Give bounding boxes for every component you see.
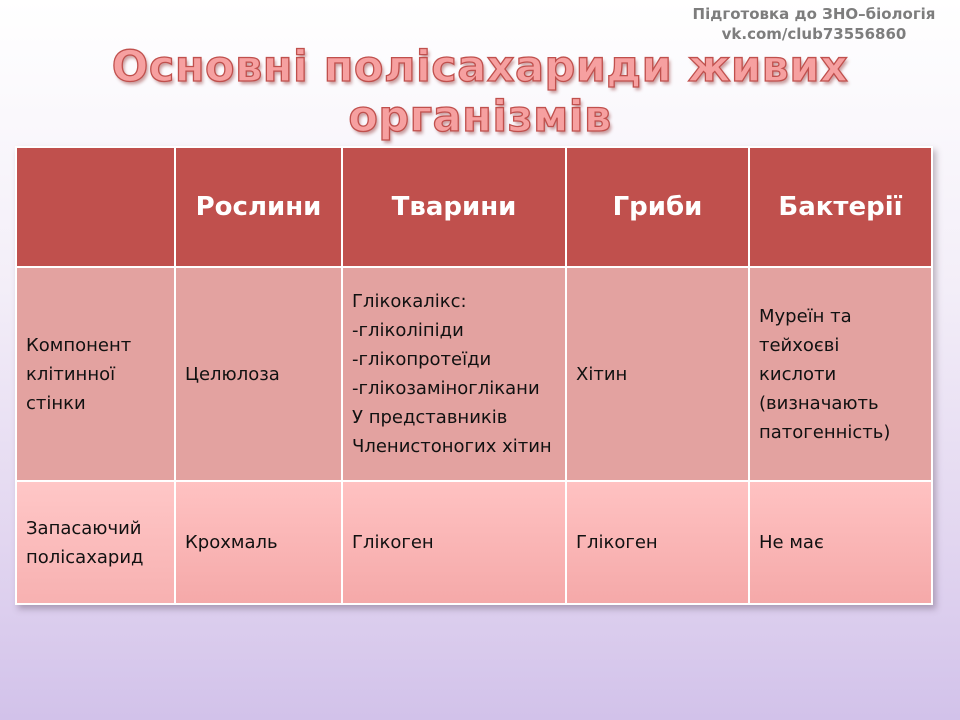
table-cell: Глікокалікс: -гліколіпіди -глікопротеїди -глікозаміноглікани У представників Членистоногих хітин (342, 267, 566, 481)
watermark (684, 4, 944, 44)
header-cell-plants: Рослини (175, 147, 342, 267)
polysaccharides-table (15, 146, 933, 605)
row-label-storage: Запасаючий полісахарид (16, 481, 175, 604)
header-cell-animals: Тварини (342, 147, 566, 267)
table-cell: Глікоген (566, 481, 749, 604)
table-row (16, 267, 932, 481)
table-cell: Не має (749, 481, 932, 604)
table-cell: Крохмаль (175, 481, 342, 604)
header-cell-bacteria: Бактерії (749, 147, 932, 267)
header-cell-empty (16, 147, 175, 267)
table-cell: Хітин (566, 267, 749, 481)
table-cell: Глікоген (342, 481, 566, 604)
table-row (16, 481, 932, 604)
table-cell: Целюлоза (175, 267, 342, 481)
watermark-line-2: vk.com/club73556860 (721, 25, 907, 43)
watermark-line-1: Підготовка до ЗНО–біологія (692, 5, 936, 23)
row-label-cell-wall: Компонент клітинної стінки (16, 267, 175, 481)
page-title: Основні полісахариди живих організмів (111, 42, 849, 142)
table-cell: Муреїн та тейхоєві кислоти (визначають патогенність) (749, 267, 932, 481)
header-cell-fungi: Гриби (566, 147, 749, 267)
table-header-row (16, 147, 932, 267)
